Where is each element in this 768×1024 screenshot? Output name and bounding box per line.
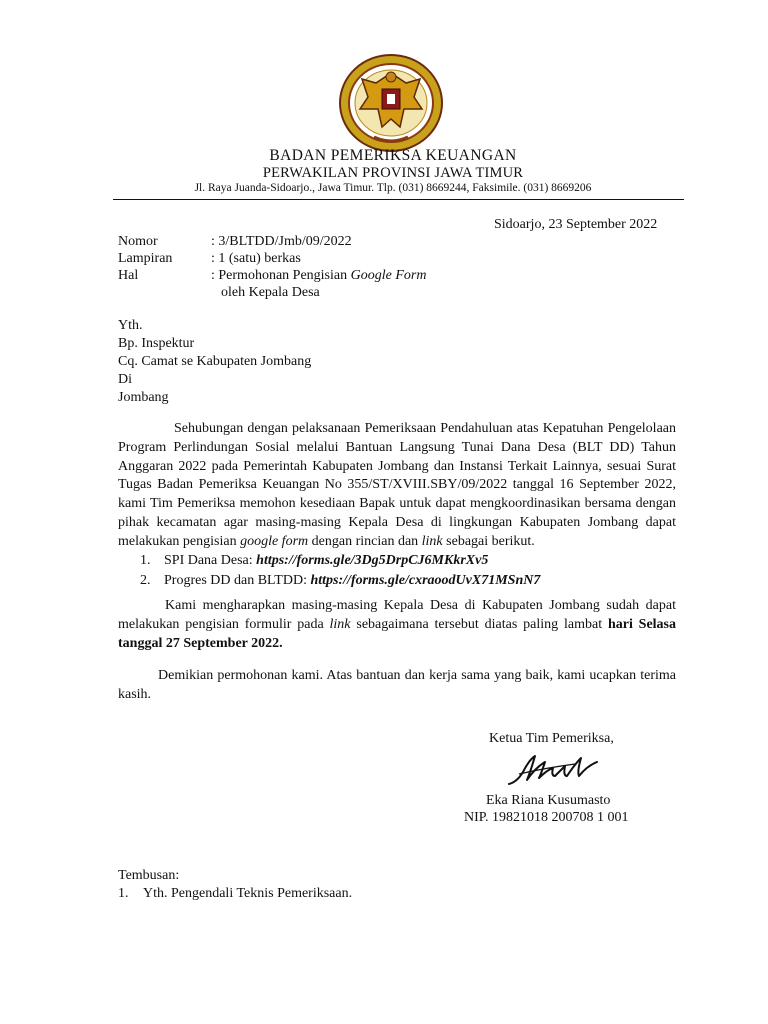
signatory-nip: NIP. 19821018 200708 1 001	[464, 810, 629, 825]
p1-mid: dengan rincian dan	[308, 533, 422, 549]
body-paragraph-1	[118, 420, 676, 552]
list-item-2-number: 2.	[140, 573, 151, 588]
list-item-1	[140, 553, 488, 569]
body-paragraph-3: Demikian permohonan kami. Atas bantuan dan kerja sama yang baik, kami ucapkan terima kasih.	[118, 668, 676, 702]
body-paragraph-2	[118, 597, 676, 653]
hal-value-prefix: : Permohonan Pengisian	[211, 268, 351, 283]
p1-end: sebagai berikut.	[442, 533, 535, 549]
p2-start: Kami mengharapkan masing-masing Kepala Desa di Kabupaten Jombang sudah dapat melakukan pengisian formulir pada	[118, 598, 676, 632]
list-item-1-label: SPI Dana Desa:	[164, 553, 257, 568]
p2-mid: sebagaimana tersebut diatas paling lambat	[350, 616, 608, 632]
recipient-line-1: Yth.	[118, 318, 143, 333]
cc-item-1	[118, 886, 352, 902]
branch-name: PERWAKILAN PROVINSI JAWA TIMUR	[262, 165, 524, 181]
letter-date: Sidoarjo, 23 September 2022	[494, 217, 658, 232]
recipient-line-2: Bp. Inspektur	[118, 336, 195, 351]
p1-italic-1: google form	[240, 533, 309, 549]
cc-item-1-number: 1.	[118, 886, 129, 901]
lampiran-value: : 1 (satu) berkas	[211, 251, 301, 266]
org-name: BADAN PEMERIKSA KEUANGAN	[269, 147, 517, 164]
p1-main: Sehubungan dengan pelaksanaan Pemeriksaan Pendahuluan atas Kepatuhan Pengelolaan Program Perlindungan Sosial melalui Bantuan Langsung Tunai Dana Desa (BLT DD) Tahun Anggaran 2022 pada Pemerintah Kabupaten Jombang dan Instansi Terkait Lainnya, sesuai Surat Tugas Badan Pemeriksa Keuangan No 355/ST/XVIII.SBY/09/2022 tanggal 16 September 2022, kami Tim Pemeriksa memohon kesediaan Bapak untuk dapat mengkoordinasikan bersama dengan pihak kecamatan agar masing-masing Kepala Desa di lingkungan Kabupaten Jombang dapat melakukan pengisian	[118, 421, 676, 549]
progres-dd-bltdd-link[interactable]: https://forms.gle/cxraoodUvX71MSnN7	[310, 573, 541, 588]
spi-dana-desa-link[interactable]: https://forms.gle/3Dg5DrpCJ6MKkrXv5	[256, 553, 489, 568]
recipient-line-3: Cq. Camat se Kabupaten Jombang	[118, 354, 312, 369]
hal-value	[211, 268, 426, 284]
p2-italic: link	[329, 616, 351, 632]
cc-heading: Tembusan:	[118, 868, 180, 883]
nomor-label: Nomor	[118, 234, 158, 249]
recipient-line-4: Di	[118, 372, 132, 387]
signatory-title: Ketua Tim Pemeriksa,	[489, 731, 614, 746]
cc-item-1-text: Yth. Pengendali Teknis Pemeriksaan.	[143, 886, 353, 901]
hal-value-line2: oleh Kepala Desa	[221, 285, 320, 300]
nomor-value: : 3/BLTDD/Jmb/09/2022	[211, 234, 352, 249]
org-address: Jl. Raya Juanda-Sidoarjo., Jawa Timur. Tlp. (031) 8669244, Faksimile. (031) 8669206	[194, 182, 592, 194]
hal-label: Hal	[118, 268, 139, 283]
header-divider	[113, 199, 684, 200]
signatory-name: Eka Riana Kusumasto	[486, 793, 611, 808]
p1-italic-2: link	[421, 533, 443, 549]
list-item-2-label: Progres DD dan BLTDD:	[164, 573, 311, 588]
handwritten-signature	[505, 748, 605, 792]
list-item-1-number: 1.	[140, 553, 151, 568]
list-item-2	[140, 573, 540, 589]
lampiran-label: Lampiran	[118, 251, 173, 266]
bpk-emblem-logo	[338, 53, 444, 155]
hal-value-italic: Google Form	[350, 268, 427, 283]
recipient-line-5: Jombang	[118, 390, 169, 405]
p2-deadline: hari Selasa tanggal 27 September 2022.	[118, 616, 677, 651]
